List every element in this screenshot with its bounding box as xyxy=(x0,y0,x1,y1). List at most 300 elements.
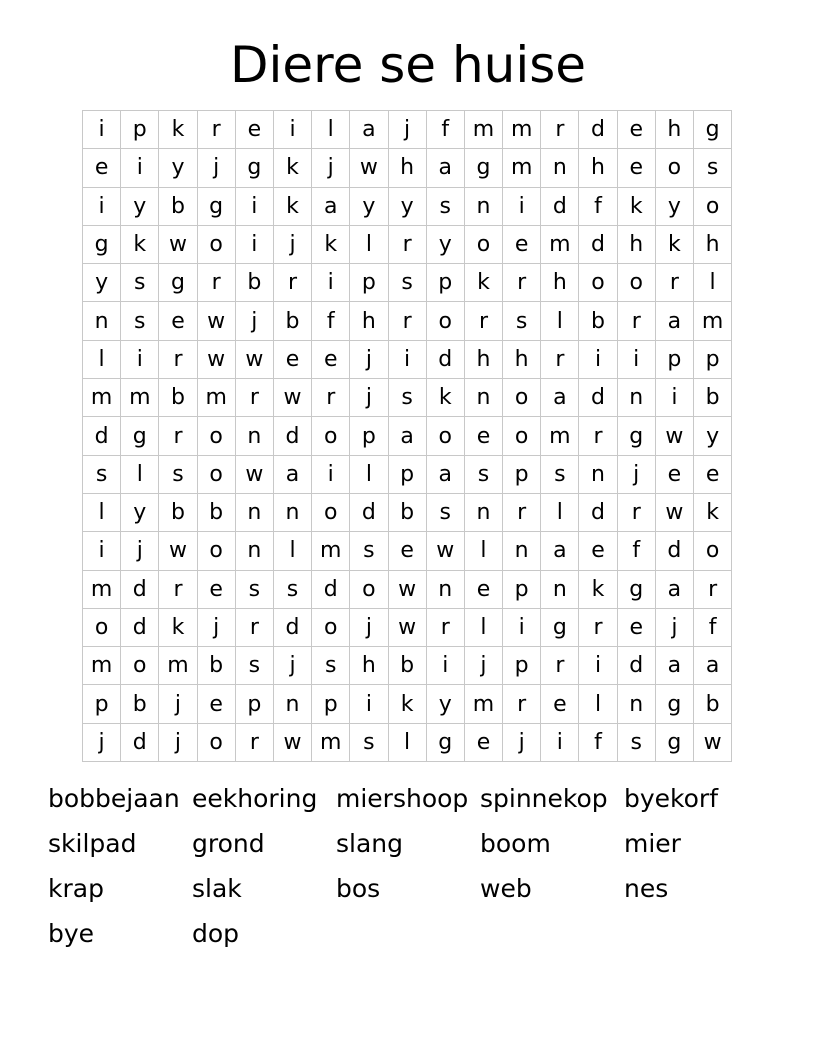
grid-cell: y xyxy=(426,225,464,263)
grid-cell: s xyxy=(121,264,159,302)
grid-cell: j xyxy=(273,225,311,263)
grid-cell: s xyxy=(694,149,732,187)
grid-cell: o xyxy=(617,264,655,302)
grid-cell: l xyxy=(541,493,579,531)
grid-cell: m xyxy=(121,379,159,417)
grid-cell: e xyxy=(579,532,617,570)
grid-cell: r xyxy=(655,264,693,302)
grid-row xyxy=(83,532,732,570)
grid-cell: d xyxy=(617,647,655,685)
grid-cell: a xyxy=(388,417,426,455)
grid-cell: f xyxy=(312,302,350,340)
grid-cell: y xyxy=(121,493,159,531)
grid-cell: h xyxy=(541,264,579,302)
grid-cell: l xyxy=(388,723,426,761)
grid-cell: f xyxy=(617,532,655,570)
grid-cell: n xyxy=(83,302,121,340)
grid-cell: g xyxy=(83,225,121,263)
grid-cell: r xyxy=(541,111,579,149)
grid-cell: f xyxy=(426,111,464,149)
grid-cell: p xyxy=(312,685,350,723)
grid-cell: m xyxy=(541,417,579,455)
word-list-item: mier xyxy=(624,829,681,858)
grid-cell: k xyxy=(388,685,426,723)
grid-cell: a xyxy=(350,111,388,149)
grid-cell: b xyxy=(579,302,617,340)
grid-cell: y xyxy=(159,149,197,187)
grid-cell: y xyxy=(426,685,464,723)
grid-cell: g xyxy=(426,723,464,761)
grid-cell: g xyxy=(617,570,655,608)
grid-cell: r xyxy=(197,111,235,149)
grid-cell: h xyxy=(617,225,655,263)
grid-cell: e xyxy=(541,685,579,723)
grid-cell: o xyxy=(503,417,541,455)
grid-cell: b xyxy=(388,647,426,685)
grid-cell: j xyxy=(350,379,388,417)
word-list-item: web xyxy=(480,874,532,903)
grid-cell: l xyxy=(273,532,311,570)
grid-cell: i xyxy=(273,111,311,149)
grid-cell: j xyxy=(235,302,273,340)
grid-cell: o xyxy=(655,149,693,187)
grid-row xyxy=(83,647,732,685)
grid-cell: w xyxy=(388,608,426,646)
grid-cell: k xyxy=(579,570,617,608)
grid-cell: e xyxy=(617,608,655,646)
grid-cell: o xyxy=(350,570,388,608)
page-title: Diere se huise xyxy=(229,36,587,94)
grid-cell: r xyxy=(579,417,617,455)
grid-cell: k xyxy=(694,493,732,531)
grid-cell: d xyxy=(350,493,388,531)
grid-cell: r xyxy=(694,570,732,608)
grid-cell: n xyxy=(235,493,273,531)
grid-cell: d xyxy=(579,225,617,263)
grid-cell: l xyxy=(350,455,388,493)
grid-cell: n xyxy=(464,187,502,225)
word-list-item: nes xyxy=(624,874,669,903)
grid-cell: s xyxy=(426,493,464,531)
grid-cell: l xyxy=(83,493,121,531)
grid-cell: y xyxy=(655,187,693,225)
grid-cell: a xyxy=(541,532,579,570)
grid-cell: m xyxy=(83,647,121,685)
grid-cell: o xyxy=(503,379,541,417)
grid-cell: a xyxy=(694,647,732,685)
grid-cell: k xyxy=(464,264,502,302)
grid-cell: p xyxy=(235,685,273,723)
grid-cell: i xyxy=(503,608,541,646)
grid-cell: b xyxy=(694,379,732,417)
grid-cell: d xyxy=(273,608,311,646)
grid-cell: i xyxy=(426,647,464,685)
grid-cell: l xyxy=(694,264,732,302)
grid-cell: e xyxy=(273,340,311,378)
grid-cell: j xyxy=(617,455,655,493)
grid-cell: g xyxy=(655,723,693,761)
grid-cell: m xyxy=(694,302,732,340)
grid-cell: o xyxy=(121,647,159,685)
word-list-item: grond xyxy=(192,829,265,858)
grid-cell: k xyxy=(273,187,311,225)
grid-cell: r xyxy=(503,493,541,531)
grid-cell: w xyxy=(235,455,273,493)
grid-cell: p xyxy=(503,570,541,608)
grid-cell: o xyxy=(83,608,121,646)
grid-cell: s xyxy=(83,455,121,493)
grid-cell: j xyxy=(197,149,235,187)
grid-cell: l xyxy=(464,532,502,570)
grid-cell: d xyxy=(579,379,617,417)
grid-cell: w xyxy=(655,493,693,531)
grid-cell: a xyxy=(426,455,464,493)
grid-cell: g xyxy=(464,149,502,187)
grid-cell: j xyxy=(350,608,388,646)
word-list-item: dop xyxy=(192,919,240,948)
grid-cell: b xyxy=(388,493,426,531)
grid-cell: j xyxy=(159,723,197,761)
grid-cell: i xyxy=(503,187,541,225)
grid-cell: o xyxy=(197,417,235,455)
grid-cell: l xyxy=(350,225,388,263)
grid-cell: d xyxy=(83,417,121,455)
grid-cell: n xyxy=(273,493,311,531)
grid-cell: i xyxy=(541,723,579,761)
grid-cell: d xyxy=(579,111,617,149)
grid-cell: w xyxy=(655,417,693,455)
grid-cell: g xyxy=(541,608,579,646)
grid-cell: k xyxy=(312,225,350,263)
grid-row xyxy=(83,264,732,302)
grid-cell: n xyxy=(235,417,273,455)
grid-cell: j xyxy=(655,608,693,646)
grid-cell: i xyxy=(655,379,693,417)
grid-cell: n xyxy=(464,493,502,531)
grid-row xyxy=(83,149,732,187)
grid-cell: s xyxy=(350,532,388,570)
grid-cell: b xyxy=(197,493,235,531)
grid-cell: r xyxy=(503,685,541,723)
grid-cell: j xyxy=(159,685,197,723)
grid-cell: a xyxy=(312,187,350,225)
grid-cell: w xyxy=(388,570,426,608)
grid-cell: s xyxy=(388,379,426,417)
grid-cell: i xyxy=(121,149,159,187)
grid-cell: s xyxy=(312,647,350,685)
grid-cell: d xyxy=(273,417,311,455)
grid-row xyxy=(83,379,732,417)
word-list-item: byekorf xyxy=(624,784,719,813)
grid-row xyxy=(83,723,732,761)
grid-cell: j xyxy=(197,608,235,646)
grid-cell: r xyxy=(464,302,502,340)
grid-cell: r xyxy=(541,340,579,378)
grid-cell: e xyxy=(197,685,235,723)
grid-cell: s xyxy=(503,302,541,340)
grid-cell: e xyxy=(83,149,121,187)
grid-cell: b xyxy=(694,685,732,723)
grid-cell: r xyxy=(159,417,197,455)
grid-cell: i xyxy=(617,340,655,378)
grid-cell: d xyxy=(426,340,464,378)
grid-cell: b xyxy=(235,264,273,302)
grid-cell: a xyxy=(655,647,693,685)
grid-cell: s xyxy=(159,455,197,493)
grid-cell: h xyxy=(350,647,388,685)
grid-cell: l xyxy=(83,340,121,378)
grid-cell: e xyxy=(312,340,350,378)
grid-cell: n xyxy=(273,685,311,723)
grid-cell: w xyxy=(197,302,235,340)
grid-cell: h xyxy=(694,225,732,263)
grid-cell: w xyxy=(426,532,464,570)
grid-cell: k xyxy=(426,379,464,417)
grid-cell: m xyxy=(159,647,197,685)
grid-cell: o xyxy=(694,187,732,225)
grid-cell: h xyxy=(464,340,502,378)
grid-cell: r xyxy=(273,264,311,302)
grid-cell: w xyxy=(159,532,197,570)
grid-cell: o xyxy=(464,225,502,263)
grid-cell: d xyxy=(655,532,693,570)
grid-cell: y xyxy=(121,187,159,225)
grid-cell: d xyxy=(579,493,617,531)
grid-cell: p xyxy=(694,340,732,378)
grid-cell: r xyxy=(541,647,579,685)
grid-cell: n xyxy=(617,685,655,723)
grid-cell: s xyxy=(541,455,579,493)
grid-cell: r xyxy=(197,264,235,302)
grid-cell: w xyxy=(273,723,311,761)
grid-cell: r xyxy=(235,379,273,417)
grid-cell: a xyxy=(655,302,693,340)
grid-cell: i xyxy=(235,187,273,225)
word-list-item: bye xyxy=(48,919,95,948)
grid-cell: b xyxy=(273,302,311,340)
grid-cell: n xyxy=(541,570,579,608)
grid-cell: p xyxy=(388,455,426,493)
grid-cell: b xyxy=(159,379,197,417)
grid-cell: a xyxy=(655,570,693,608)
grid-cell: r xyxy=(312,379,350,417)
word-list-item: spinnekop xyxy=(480,784,608,813)
grid-cell: p xyxy=(350,264,388,302)
grid-cell: r xyxy=(503,264,541,302)
grid-cell: y xyxy=(388,187,426,225)
grid-cell: e xyxy=(235,111,273,149)
grid-cell: d xyxy=(121,723,159,761)
grid-cell: k xyxy=(159,111,197,149)
grid-cell: w xyxy=(235,340,273,378)
word-list-item: skilpad xyxy=(48,829,137,858)
grid-cell: s xyxy=(464,455,502,493)
grid-cell: j xyxy=(503,723,541,761)
grid-cell: s xyxy=(235,647,273,685)
grid-row xyxy=(83,187,732,225)
word-list-item: slang xyxy=(336,829,404,858)
grid-cell: m xyxy=(312,532,350,570)
grid-row xyxy=(83,111,732,149)
grid-cell: o xyxy=(694,532,732,570)
grid-cell: a xyxy=(426,149,464,187)
grid-cell: r xyxy=(617,493,655,531)
grid-cell: d xyxy=(541,187,579,225)
grid-cell: s xyxy=(426,187,464,225)
grid-cell: a xyxy=(273,455,311,493)
grid-cell: w xyxy=(197,340,235,378)
grid-cell: m xyxy=(503,149,541,187)
grid-cell: w xyxy=(350,149,388,187)
grid-cell: r xyxy=(426,608,464,646)
grid-cell: h xyxy=(503,340,541,378)
grid-cell: i xyxy=(83,532,121,570)
grid-cell: n xyxy=(541,149,579,187)
grid-cell: j xyxy=(273,647,311,685)
grid-cell: d xyxy=(121,570,159,608)
grid-cell: o xyxy=(312,608,350,646)
word-list-item: miershoop xyxy=(336,784,469,813)
grid-cell: w xyxy=(694,723,732,761)
grid-cell: g xyxy=(617,417,655,455)
grid-cell: g xyxy=(655,685,693,723)
grid-cell: f xyxy=(579,723,617,761)
grid-cell: i xyxy=(312,455,350,493)
grid-cell: o xyxy=(312,417,350,455)
grid-row xyxy=(83,302,732,340)
grid-cell: k xyxy=(159,608,197,646)
grid-cell: b xyxy=(197,647,235,685)
grid-cell: f xyxy=(579,187,617,225)
grid-cell: s xyxy=(350,723,388,761)
grid-cell: r xyxy=(159,340,197,378)
grid-cell: e xyxy=(503,225,541,263)
grid-cell: p xyxy=(503,647,541,685)
grid-cell: m xyxy=(83,570,121,608)
grid-cell: f xyxy=(694,608,732,646)
grid-cell: p xyxy=(426,264,464,302)
grid-cell: p xyxy=(655,340,693,378)
grid-cell: g xyxy=(121,417,159,455)
grid-cell: s xyxy=(235,570,273,608)
grid-cell: i xyxy=(121,340,159,378)
grid-row xyxy=(83,340,732,378)
grid-cell: o xyxy=(197,532,235,570)
grid-cell: m xyxy=(503,111,541,149)
grid-cell: j xyxy=(350,340,388,378)
grid-cell: d xyxy=(121,608,159,646)
word-list-item: bobbejaan xyxy=(48,784,180,813)
grid-cell: h xyxy=(579,149,617,187)
grid-cell: i xyxy=(350,685,388,723)
word-search-grid xyxy=(82,110,732,762)
grid-row xyxy=(83,225,732,263)
grid-cell: y xyxy=(350,187,388,225)
grid-cell: i xyxy=(579,647,617,685)
grid-cell: g xyxy=(694,111,732,149)
grid-cell: j xyxy=(83,723,121,761)
grid-cell: h xyxy=(388,149,426,187)
word-list-item: krap xyxy=(48,874,104,903)
grid-cell: m xyxy=(197,379,235,417)
grid-row xyxy=(83,455,732,493)
grid-cell: k xyxy=(273,149,311,187)
grid-cell: y xyxy=(83,264,121,302)
grid-cell: o xyxy=(426,302,464,340)
grid-cell: o xyxy=(197,723,235,761)
grid-cell: i xyxy=(83,187,121,225)
grid-cell: d xyxy=(312,570,350,608)
grid-cell: n xyxy=(235,532,273,570)
grid-cell: o xyxy=(197,455,235,493)
grid-cell: n xyxy=(579,455,617,493)
grid-row xyxy=(83,685,732,723)
grid-cell: p xyxy=(83,685,121,723)
grid-cell: w xyxy=(159,225,197,263)
word-list xyxy=(48,776,768,956)
grid-row xyxy=(83,570,732,608)
grid-cell: m xyxy=(312,723,350,761)
grid-cell: l xyxy=(312,111,350,149)
grid-cell: e xyxy=(617,111,655,149)
grid-cell: j xyxy=(464,647,502,685)
grid-cell: r xyxy=(388,302,426,340)
word-list-item: slak xyxy=(192,874,242,903)
grid-cell: e xyxy=(159,302,197,340)
grid-cell: m xyxy=(541,225,579,263)
grid-cell: i xyxy=(235,225,273,263)
grid-cell: b xyxy=(121,685,159,723)
grid-cell: e xyxy=(388,532,426,570)
grid-cell: i xyxy=(83,111,121,149)
word-list-item: bos xyxy=(336,874,381,903)
grid-cell: k xyxy=(617,187,655,225)
grid-cell: k xyxy=(655,225,693,263)
grid-cell: n xyxy=(464,379,502,417)
grid-cell: l xyxy=(121,455,159,493)
grid-cell: r xyxy=(579,608,617,646)
grid-cell: p xyxy=(503,455,541,493)
word-list-item: eekhoring xyxy=(192,784,318,813)
grid-row xyxy=(83,417,732,455)
grid-cell: e xyxy=(464,570,502,608)
grid-cell: g xyxy=(197,187,235,225)
grid-cell: o xyxy=(197,225,235,263)
grid-cell: e xyxy=(617,149,655,187)
grid-cell: m xyxy=(464,111,502,149)
grid-cell: n xyxy=(617,379,655,417)
grid-cell: r xyxy=(235,723,273,761)
grid-cell: e xyxy=(197,570,235,608)
grid-cell: e xyxy=(694,455,732,493)
grid-cell: p xyxy=(121,111,159,149)
grid-cell: y xyxy=(694,417,732,455)
grid-cell: r xyxy=(388,225,426,263)
grid-cell: r xyxy=(235,608,273,646)
grid-cell: e xyxy=(655,455,693,493)
grid-cell: m xyxy=(464,685,502,723)
grid-cell: s xyxy=(121,302,159,340)
grid-cell: l xyxy=(541,302,579,340)
grid-cell: g xyxy=(235,149,273,187)
grid-cell: b xyxy=(159,493,197,531)
grid-cell: m xyxy=(83,379,121,417)
grid-cell: n xyxy=(503,532,541,570)
grid-row xyxy=(83,493,732,531)
grid-cell: k xyxy=(121,225,159,263)
grid-cell: j xyxy=(121,532,159,570)
grid-cell: i xyxy=(579,340,617,378)
